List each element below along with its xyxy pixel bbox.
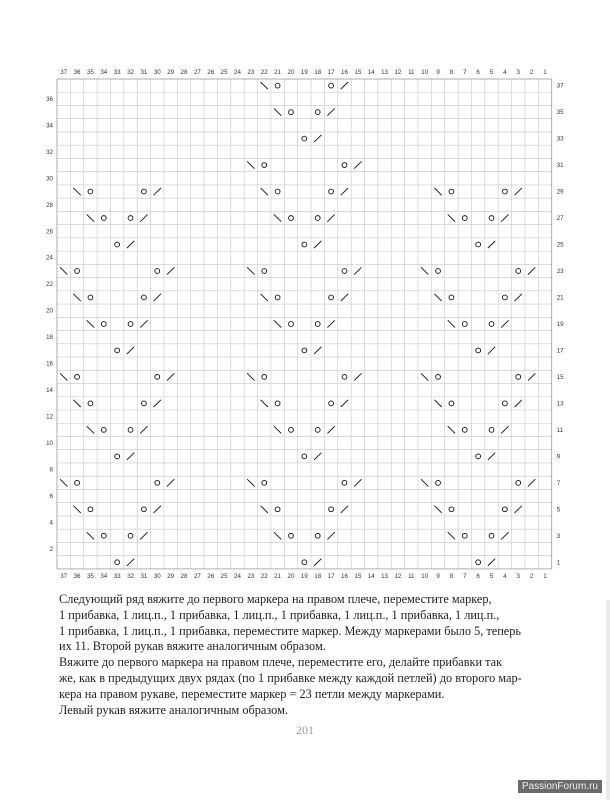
p2-line-1: Вяжите до первого маркера на правом плече, переместите его, делайте прибавки так: [59, 655, 503, 670]
k2tog-symbol: [515, 188, 522, 195]
yarn-over-symbol: [275, 189, 280, 194]
yarn-over-symbol: [75, 375, 80, 380]
yarn-over-symbol: [449, 401, 454, 406]
row-label-left: 36: [46, 95, 53, 103]
yarn-over-symbol: [302, 242, 307, 247]
column-label-bottom: 22: [260, 572, 268, 580]
ssk-symbol: [247, 267, 254, 274]
yarn-over-symbol: [489, 216, 494, 221]
yarn-over-symbol: [155, 375, 160, 380]
yarn-over-symbol: [315, 322, 320, 327]
yarn-over-symbol: [342, 163, 347, 168]
yarn-over-symbol: [275, 401, 280, 406]
yarn-over-symbol: [329, 295, 334, 300]
column-label-bottom: 10: [421, 572, 429, 580]
column-label-bottom: 36: [73, 572, 81, 580]
page-edge-strip: [606, 600, 610, 800]
column-label-bottom: 18: [314, 572, 322, 580]
column-label-bottom: 34: [100, 572, 108, 580]
yarn-over-symbol: [302, 136, 307, 141]
k2tog-symbol: [167, 373, 174, 380]
yarn-over-symbol: [275, 507, 280, 512]
yarn-over-symbol: [115, 242, 120, 247]
ssk-symbol: [448, 426, 455, 433]
yarn-over-symbol: [462, 216, 467, 221]
k2tog-symbol: [327, 320, 334, 327]
yarn-over-symbol: [489, 427, 494, 432]
row-label-right: 9: [556, 453, 561, 461]
ssk-symbol: [448, 214, 455, 221]
column-label-bottom: 21: [274, 572, 282, 580]
yarn-over-symbol: [449, 295, 454, 300]
column-label-bottom: 19: [300, 572, 308, 580]
column-label-top: 21: [274, 69, 282, 76]
column-label-top: 27: [193, 69, 201, 76]
column-label-top: 11: [408, 69, 415, 76]
row-label-left: 10: [46, 440, 53, 448]
k2tog-symbol: [127, 453, 134, 460]
k2tog-symbol: [127, 559, 134, 566]
k2tog-symbol: [488, 347, 495, 354]
ssk-symbol: [73, 294, 80, 301]
yarn-over-symbol: [262, 480, 267, 485]
column-label-top: 18: [314, 69, 322, 76]
ssk-symbol: [434, 506, 441, 513]
ssk-symbol: [274, 532, 281, 539]
k2tog-symbol: [341, 294, 348, 301]
ssk-symbol: [261, 294, 268, 301]
yarn-over-symbol: [315, 427, 320, 432]
column-label-top: 26: [207, 69, 215, 76]
yarn-over-symbol: [155, 269, 160, 274]
k2tog-symbol: [354, 479, 361, 486]
row-label-right: 13: [556, 400, 564, 408]
ssk-symbol: [73, 506, 80, 513]
yarn-over-symbol: [101, 533, 106, 538]
ssk-symbol: [274, 108, 281, 115]
row-label-left: 2: [49, 546, 53, 554]
yarn-over-symbol: [516, 480, 521, 485]
ssk-symbol: [247, 479, 254, 486]
column-label-top: 15: [354, 69, 362, 76]
ssk-symbol: [421, 479, 428, 486]
k2tog-symbol: [341, 506, 348, 513]
column-label-top: 32: [127, 69, 134, 76]
ssk-symbol: [87, 532, 94, 539]
ssk-symbol: [73, 400, 80, 407]
column-label-top: 17: [327, 69, 335, 76]
yarn-over-symbol: [128, 427, 133, 432]
yarn-over-symbol: [329, 189, 334, 194]
row-label-left: 32: [46, 148, 53, 156]
row-label-right: 3: [556, 532, 561, 540]
ssk-symbol: [87, 320, 94, 327]
ssk-symbol: [261, 400, 268, 407]
yarn-over-symbol: [88, 401, 93, 406]
column-label-top: 20: [287, 69, 295, 76]
row-label-left: 24: [46, 254, 53, 262]
column-label-top: 7: [463, 69, 467, 76]
k2tog-symbol: [140, 532, 147, 539]
column-label-bottom: 6: [476, 572, 480, 580]
p1-line-4: их 11. Второй рукав вяжите аналогичным образом.: [59, 639, 326, 654]
row-label-left: 26: [46, 228, 53, 236]
column-label-bottom: 31: [140, 572, 148, 580]
ssk-symbol: [60, 373, 67, 380]
row-label-left: 28: [46, 201, 53, 209]
row-label-right: 11: [556, 426, 564, 434]
column-label-bottom: 33: [113, 572, 121, 580]
column-label-top: 30: [153, 69, 161, 76]
column-label-bottom: 30: [153, 572, 161, 580]
column-label-top: 13: [381, 69, 389, 76]
column-label-top: 22: [260, 69, 268, 76]
yarn-over-symbol: [342, 269, 347, 274]
p2-line-4: Левый рукав вяжите аналогичным образом.: [59, 702, 288, 717]
row-label-left: 20: [46, 307, 53, 315]
yarn-over-symbol: [142, 507, 147, 512]
yarn-over-symbol: [115, 348, 120, 353]
column-label-top: 19: [300, 69, 308, 76]
column-label-bottom: 12: [394, 572, 402, 580]
yarn-over-symbol: [289, 322, 294, 327]
column-label-top: 4: [503, 69, 507, 76]
k2tog-symbol: [341, 188, 348, 195]
k2tog-symbol: [488, 453, 495, 460]
row-label-right: 33: [556, 135, 564, 143]
yarn-over-symbol: [75, 269, 80, 274]
yarn-over-symbol: [142, 401, 147, 406]
k2tog-symbol: [501, 426, 508, 433]
ssk-symbol: [247, 373, 254, 380]
row-label-left: 4: [49, 519, 53, 527]
row-label-right: 29: [556, 188, 564, 196]
ssk-symbol: [434, 294, 441, 301]
yarn-over-symbol: [275, 83, 280, 88]
row-label-right: 35: [556, 109, 564, 117]
p1-line-3: 1 прибавка, 1 лиц.п., 1 прибавка, переместите маркер. Между маркерами было 5, теперь: [59, 623, 522, 638]
k2tog-symbol: [327, 214, 334, 221]
k2tog-symbol: [528, 267, 535, 274]
yarn-over-symbol: [75, 480, 80, 485]
row-label-right: 31: [556, 162, 564, 170]
k2tog-symbol: [327, 532, 334, 539]
k2tog-symbol: [154, 506, 161, 513]
k2tog-symbol: [314, 135, 321, 142]
yarn-over-symbol: [329, 83, 334, 88]
ssk-symbol: [73, 188, 80, 195]
yarn-over-symbol: [128, 533, 133, 538]
column-label-top: 33: [113, 69, 121, 76]
column-label-bottom: 20: [287, 572, 295, 580]
paragraph-1: [59, 592, 559, 655]
row-label-right: 7: [556, 479, 561, 487]
yarn-over-symbol: [262, 375, 267, 380]
yarn-over-symbol: [502, 507, 507, 512]
yarn-over-symbol: [489, 322, 494, 327]
k2tog-symbol: [314, 559, 321, 566]
row-label-left: 22: [46, 281, 53, 289]
row-label-right: 5: [556, 506, 561, 514]
column-label-top: 31: [140, 69, 148, 76]
yarn-over-symbol: [462, 322, 467, 327]
k2tog-symbol: [127, 347, 134, 354]
k2tog-symbol: [354, 373, 361, 380]
yarn-over-symbol: [329, 507, 334, 512]
yarn-over-symbol: [502, 189, 507, 194]
yarn-over-symbol: [88, 295, 93, 300]
column-label-top: 5: [489, 69, 494, 76]
column-label-bottom: 24: [234, 572, 241, 580]
yarn-over-symbol: [342, 375, 347, 380]
paragraph-2: [59, 655, 559, 718]
yarn-over-symbol: [449, 507, 454, 512]
row-label-right: 19: [556, 320, 564, 328]
ssk-symbol: [60, 479, 67, 486]
k2tog-symbol: [354, 267, 361, 274]
row-label-left: 8: [49, 466, 53, 474]
column-label-top: 23: [247, 69, 255, 76]
ssk-symbol: [448, 320, 455, 327]
column-label-top: 28: [180, 69, 188, 76]
row-label-right: 23: [556, 267, 564, 275]
yarn-over-symbol: [476, 560, 481, 565]
k2tog-symbol: [314, 241, 321, 248]
k2tog-symbol: [167, 479, 174, 486]
row-label-left: 6: [49, 493, 53, 501]
yarn-over-symbol: [436, 269, 441, 274]
column-label-top: 36: [73, 69, 81, 76]
k2tog-symbol: [154, 400, 161, 407]
yarn-over-symbol: [128, 216, 133, 221]
column-label-bottom: 2: [529, 572, 534, 580]
yarn-over-symbol: [476, 454, 481, 459]
yarn-over-symbol: [262, 163, 267, 168]
yarn-over-symbol: [262, 269, 267, 274]
k2tog-symbol: [154, 188, 161, 195]
column-label-top: 14: [367, 69, 375, 76]
k2tog-symbol: [501, 214, 508, 221]
yarn-over-symbol: [289, 216, 294, 221]
column-label-bottom: 8: [449, 572, 454, 580]
k2tog-symbol: [515, 400, 522, 407]
column-label-bottom: 15: [354, 572, 362, 580]
column-label-bottom: 14: [367, 572, 375, 580]
k2tog-symbol: [341, 400, 348, 407]
k2tog-symbol: [314, 453, 321, 460]
row-label-left: 16: [46, 360, 53, 368]
k2tog-symbol: [140, 320, 147, 327]
yarn-over-symbol: [462, 533, 467, 538]
grid-border: [57, 79, 552, 569]
yarn-over-symbol: [436, 375, 441, 380]
column-label-top: 2: [529, 69, 534, 76]
k2tog-symbol: [501, 532, 508, 539]
k2tog-symbol: [501, 320, 508, 327]
yarn-over-symbol: [88, 507, 93, 512]
row-label-right: 21: [556, 294, 564, 302]
ssk-symbol: [434, 400, 441, 407]
column-label-bottom: 1: [543, 572, 547, 580]
k2tog-symbol: [167, 267, 174, 274]
yarn-over-symbol: [476, 242, 481, 247]
ssk-symbol: [421, 373, 428, 380]
row-label-right: 25: [556, 241, 564, 249]
row-label-left: 18: [46, 334, 53, 342]
column-label-top: 35: [86, 69, 94, 76]
yarn-over-symbol: [289, 427, 294, 432]
column-label-bottom: 28: [180, 572, 188, 580]
k2tog-symbol: [488, 559, 495, 566]
k2tog-symbol: [140, 426, 147, 433]
yarn-over-symbol: [142, 189, 147, 194]
k2tog-symbol: [154, 294, 161, 301]
column-label-bottom: 23: [247, 572, 255, 580]
p1-line-1: Следующий ряд вяжите до первого маркера на правом плече, переместите маркер,: [59, 592, 492, 606]
k2tog-symbol: [127, 241, 134, 248]
k2tog-symbol: [528, 373, 535, 380]
k2tog-symbol: [327, 108, 334, 115]
yarn-over-symbol: [88, 189, 93, 194]
row-label-right: 15: [556, 373, 564, 381]
column-label-bottom: 11: [408, 572, 415, 580]
yarn-over-symbol: [516, 375, 521, 380]
column-label-top: 10: [421, 69, 429, 76]
yarn-over-symbol: [302, 454, 307, 459]
column-label-bottom: 26: [207, 572, 215, 580]
yarn-over-symbol: [302, 560, 307, 565]
yarn-over-symbol: [289, 533, 294, 538]
yarn-over-symbol: [516, 269, 521, 274]
column-label-top: 1: [543, 69, 547, 76]
column-label-bottom: 35: [86, 572, 94, 580]
ssk-symbol: [274, 320, 281, 327]
k2tog-symbol: [327, 426, 334, 433]
yarn-over-symbol: [115, 560, 120, 565]
row-label-right: 27: [556, 215, 564, 223]
column-label-bottom: 16: [341, 572, 348, 580]
column-label-bottom: 7: [463, 572, 467, 580]
yarn-over-symbol: [315, 533, 320, 538]
k2tog-symbol: [528, 479, 535, 486]
ssk-symbol: [274, 214, 281, 221]
row-label-right: 17: [556, 347, 564, 355]
k2tog-symbol: [515, 506, 522, 513]
column-label-bottom: 32: [127, 572, 134, 580]
ssk-symbol: [87, 426, 94, 433]
row-label-right: 37: [556, 82, 564, 90]
yarn-over-symbol: [155, 480, 160, 485]
ssk-symbol: [87, 214, 94, 221]
yarn-over-symbol: [315, 216, 320, 221]
yarn-over-symbol: [275, 295, 280, 300]
k2tog-symbol: [515, 294, 522, 301]
row-label-right: 1: [556, 559, 561, 567]
yarn-over-symbol: [449, 189, 454, 194]
yarn-over-symbol: [489, 533, 494, 538]
ssk-symbol: [448, 532, 455, 539]
p2-line-3: кера на правом рукаве, переместите маркер = 23 петли между маркерами.: [59, 686, 445, 701]
instruction-text: [59, 592, 559, 718]
yarn-over-symbol: [462, 427, 467, 432]
k2tog-symbol: [354, 161, 361, 168]
column-label-top: 12: [394, 69, 402, 76]
column-label-top: 24: [234, 69, 241, 76]
column-label-top: 16: [341, 69, 348, 76]
yarn-over-symbol: [502, 401, 507, 406]
column-label-bottom: 17: [327, 572, 335, 580]
k2tog-symbol: [488, 241, 495, 248]
ssk-symbol: [261, 188, 268, 195]
ssk-symbol: [261, 82, 268, 89]
column-label-bottom: 9: [436, 572, 440, 580]
row-label-left: 12: [46, 413, 53, 421]
yarn-over-symbol: [101, 216, 106, 221]
column-label-top: 8: [449, 69, 454, 76]
k2tog-symbol: [140, 214, 147, 221]
yarn-over-symbol: [115, 454, 120, 459]
yarn-over-symbol: [436, 480, 441, 485]
row-label-left: 30: [46, 175, 53, 183]
yarn-over-symbol: [315, 110, 320, 115]
column-label-bottom: 5: [489, 572, 494, 580]
column-label-bottom: 25: [220, 572, 228, 580]
column-label-top: 6: [476, 69, 480, 76]
k2tog-symbol: [314, 347, 321, 354]
column-label-top: 9: [436, 69, 440, 76]
column-label-top: 3: [516, 69, 520, 76]
yarn-over-symbol: [101, 322, 106, 327]
p2-line-2: же, как в предыдущих двух рядах (по 1 прибавке между каждой петлей) до второго мар-: [59, 670, 522, 685]
ssk-symbol: [261, 506, 268, 513]
yarn-over-symbol: [476, 348, 481, 353]
column-label-top: 25: [220, 69, 228, 76]
yarn-over-symbol: [289, 110, 294, 115]
ssk-symbol: [247, 161, 254, 168]
column-label-top: 29: [167, 69, 175, 76]
yarn-over-symbol: [502, 295, 507, 300]
row-label-left: 14: [46, 387, 53, 395]
yarn-over-symbol: [329, 401, 334, 406]
column-label-top: 34: [100, 69, 108, 76]
page-number: 201: [296, 723, 314, 737]
yarn-over-symbol: [142, 295, 147, 300]
watermark: PassionForum.ru: [518, 780, 602, 793]
yarn-over-symbol: [342, 480, 347, 485]
column-label-bottom: 4: [503, 572, 507, 580]
row-label-left: 34: [46, 122, 53, 130]
ssk-symbol: [421, 267, 428, 274]
column-label-top: 37: [60, 69, 68, 76]
column-label-bottom: 3: [516, 572, 520, 580]
column-label-bottom: 13: [381, 572, 389, 580]
column-label-bottom: 37: [60, 572, 68, 580]
ssk-symbol: [274, 426, 281, 433]
ssk-symbol: [434, 188, 441, 195]
column-label-bottom: 27: [193, 572, 201, 580]
p1-line-2: 1 прибавка, 1 лиц.п., 1 прибавка, 1 лиц.п., 1 прибавка, 1 лиц.п., 1 прибавка, 1 лиц.п.,: [59, 607, 500, 622]
yarn-over-symbol: [101, 427, 106, 432]
k2tog-symbol: [341, 82, 348, 89]
column-label-bottom: 29: [167, 572, 175, 580]
ssk-symbol: [60, 267, 67, 274]
yarn-over-symbol: [128, 322, 133, 327]
yarn-over-symbol: [302, 348, 307, 353]
